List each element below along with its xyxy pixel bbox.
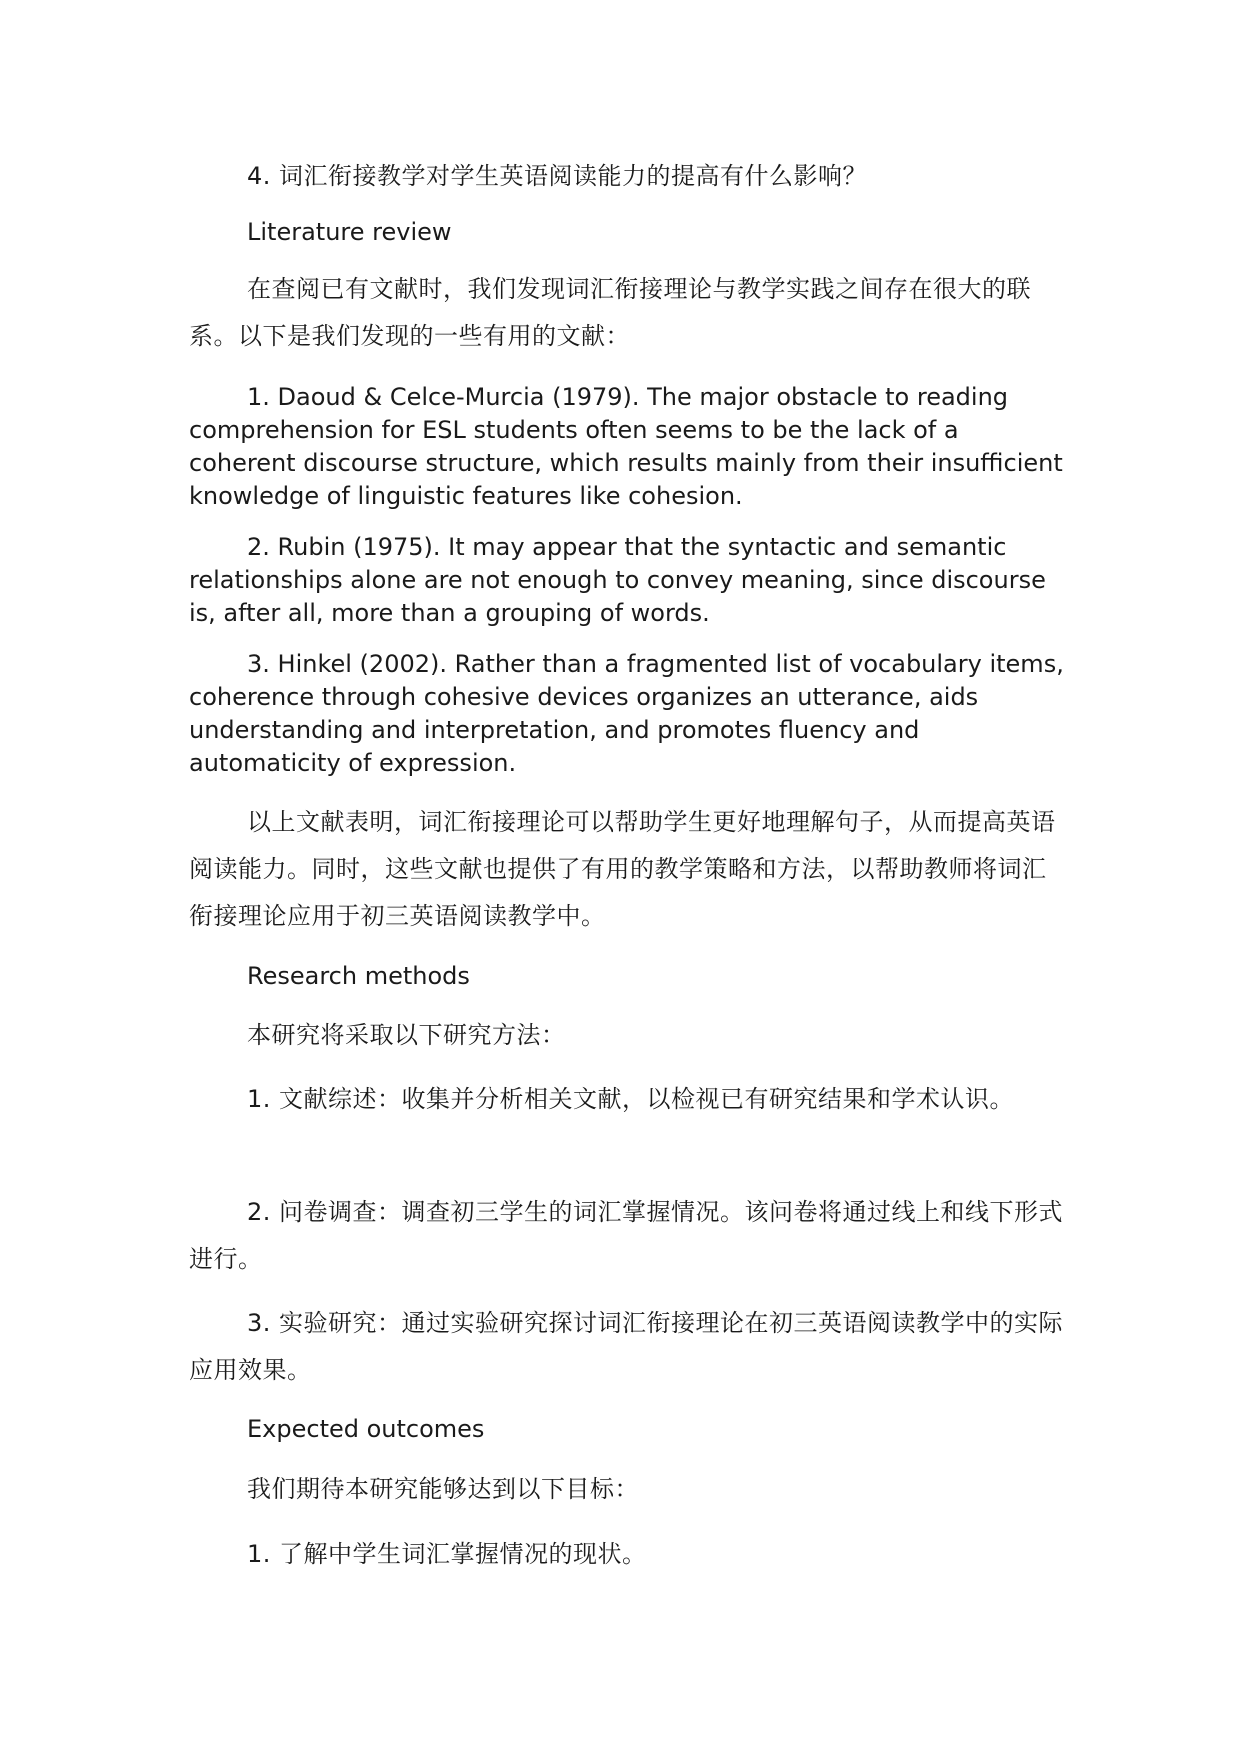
outcomes-intro: 我们期待本研究能够达到以下目标： [247,1475,639,1503]
methods-intro: 本研究将采取以下研究方法： [247,1021,566,1049]
literature-summary: 以上文献表明，词汇衔接理论可以帮助学生更好地理解句子，从而提高英语阅读能力。同时，这些文献也提供了有用的教学策略和方法，以帮助教师将词汇衔接理论应用于初三英语阅读教学中。 [189,808,1056,930]
method-item-3: 3. 实验研究：通过实验研究探讨词汇衔接理论在初三英语阅读教学中的实际应用效果。 [189,1309,1064,1384]
outcome-item-1: 1. 了解中学生词汇掌握情况的现状。 [247,1540,647,1568]
literature-item-1: 1. Daoud & Celce-Murcia (1979). The major obstacle to reading comprehension for ESL students often seems to be the lack of a coherent discourse structure, which results mainly from their insufficient knowledge of linguistic features like cohesion. [189,383,1063,510]
literature-item-3: 3. Hinkel (2002). Rather than a fragmented list of vocabulary items, coherence through cohesive devices organizes an utterance, aids understanding and interpretation, and promotes fluency and automaticity of expression. [189,650,1064,777]
literature-intro: 在查阅已有文献时，我们发现词汇衔接理论与教学实践之间存在很大的联系。以下是我们发现的一些有用的文献： [189,275,1031,350]
research-question-4: 4. 词汇衔接教学对学生英语阅读能力的提高有什么影响？ [247,162,868,190]
method-item-2: 2. 问卷调查：调查初三学生的词汇掌握情况。该问卷将通过线上和线下形式进行。 [189,1198,1064,1273]
literature-item-2: 2. Rubin (1975). It may appear that the syntactic and semantic relationships alone are not enough to convey meaning, since discourse is, after all, more than a grouping of words. [189,533,1046,627]
heading-research-methods: Research methods [247,962,470,990]
method-item-1: 1. 文献综述：收集并分析相关文献，以检视已有研究结果和学术认识。 [247,1085,1015,1113]
heading-literature-review: Literature review [247,218,452,246]
heading-expected-outcomes: Expected outcomes [247,1415,485,1443]
